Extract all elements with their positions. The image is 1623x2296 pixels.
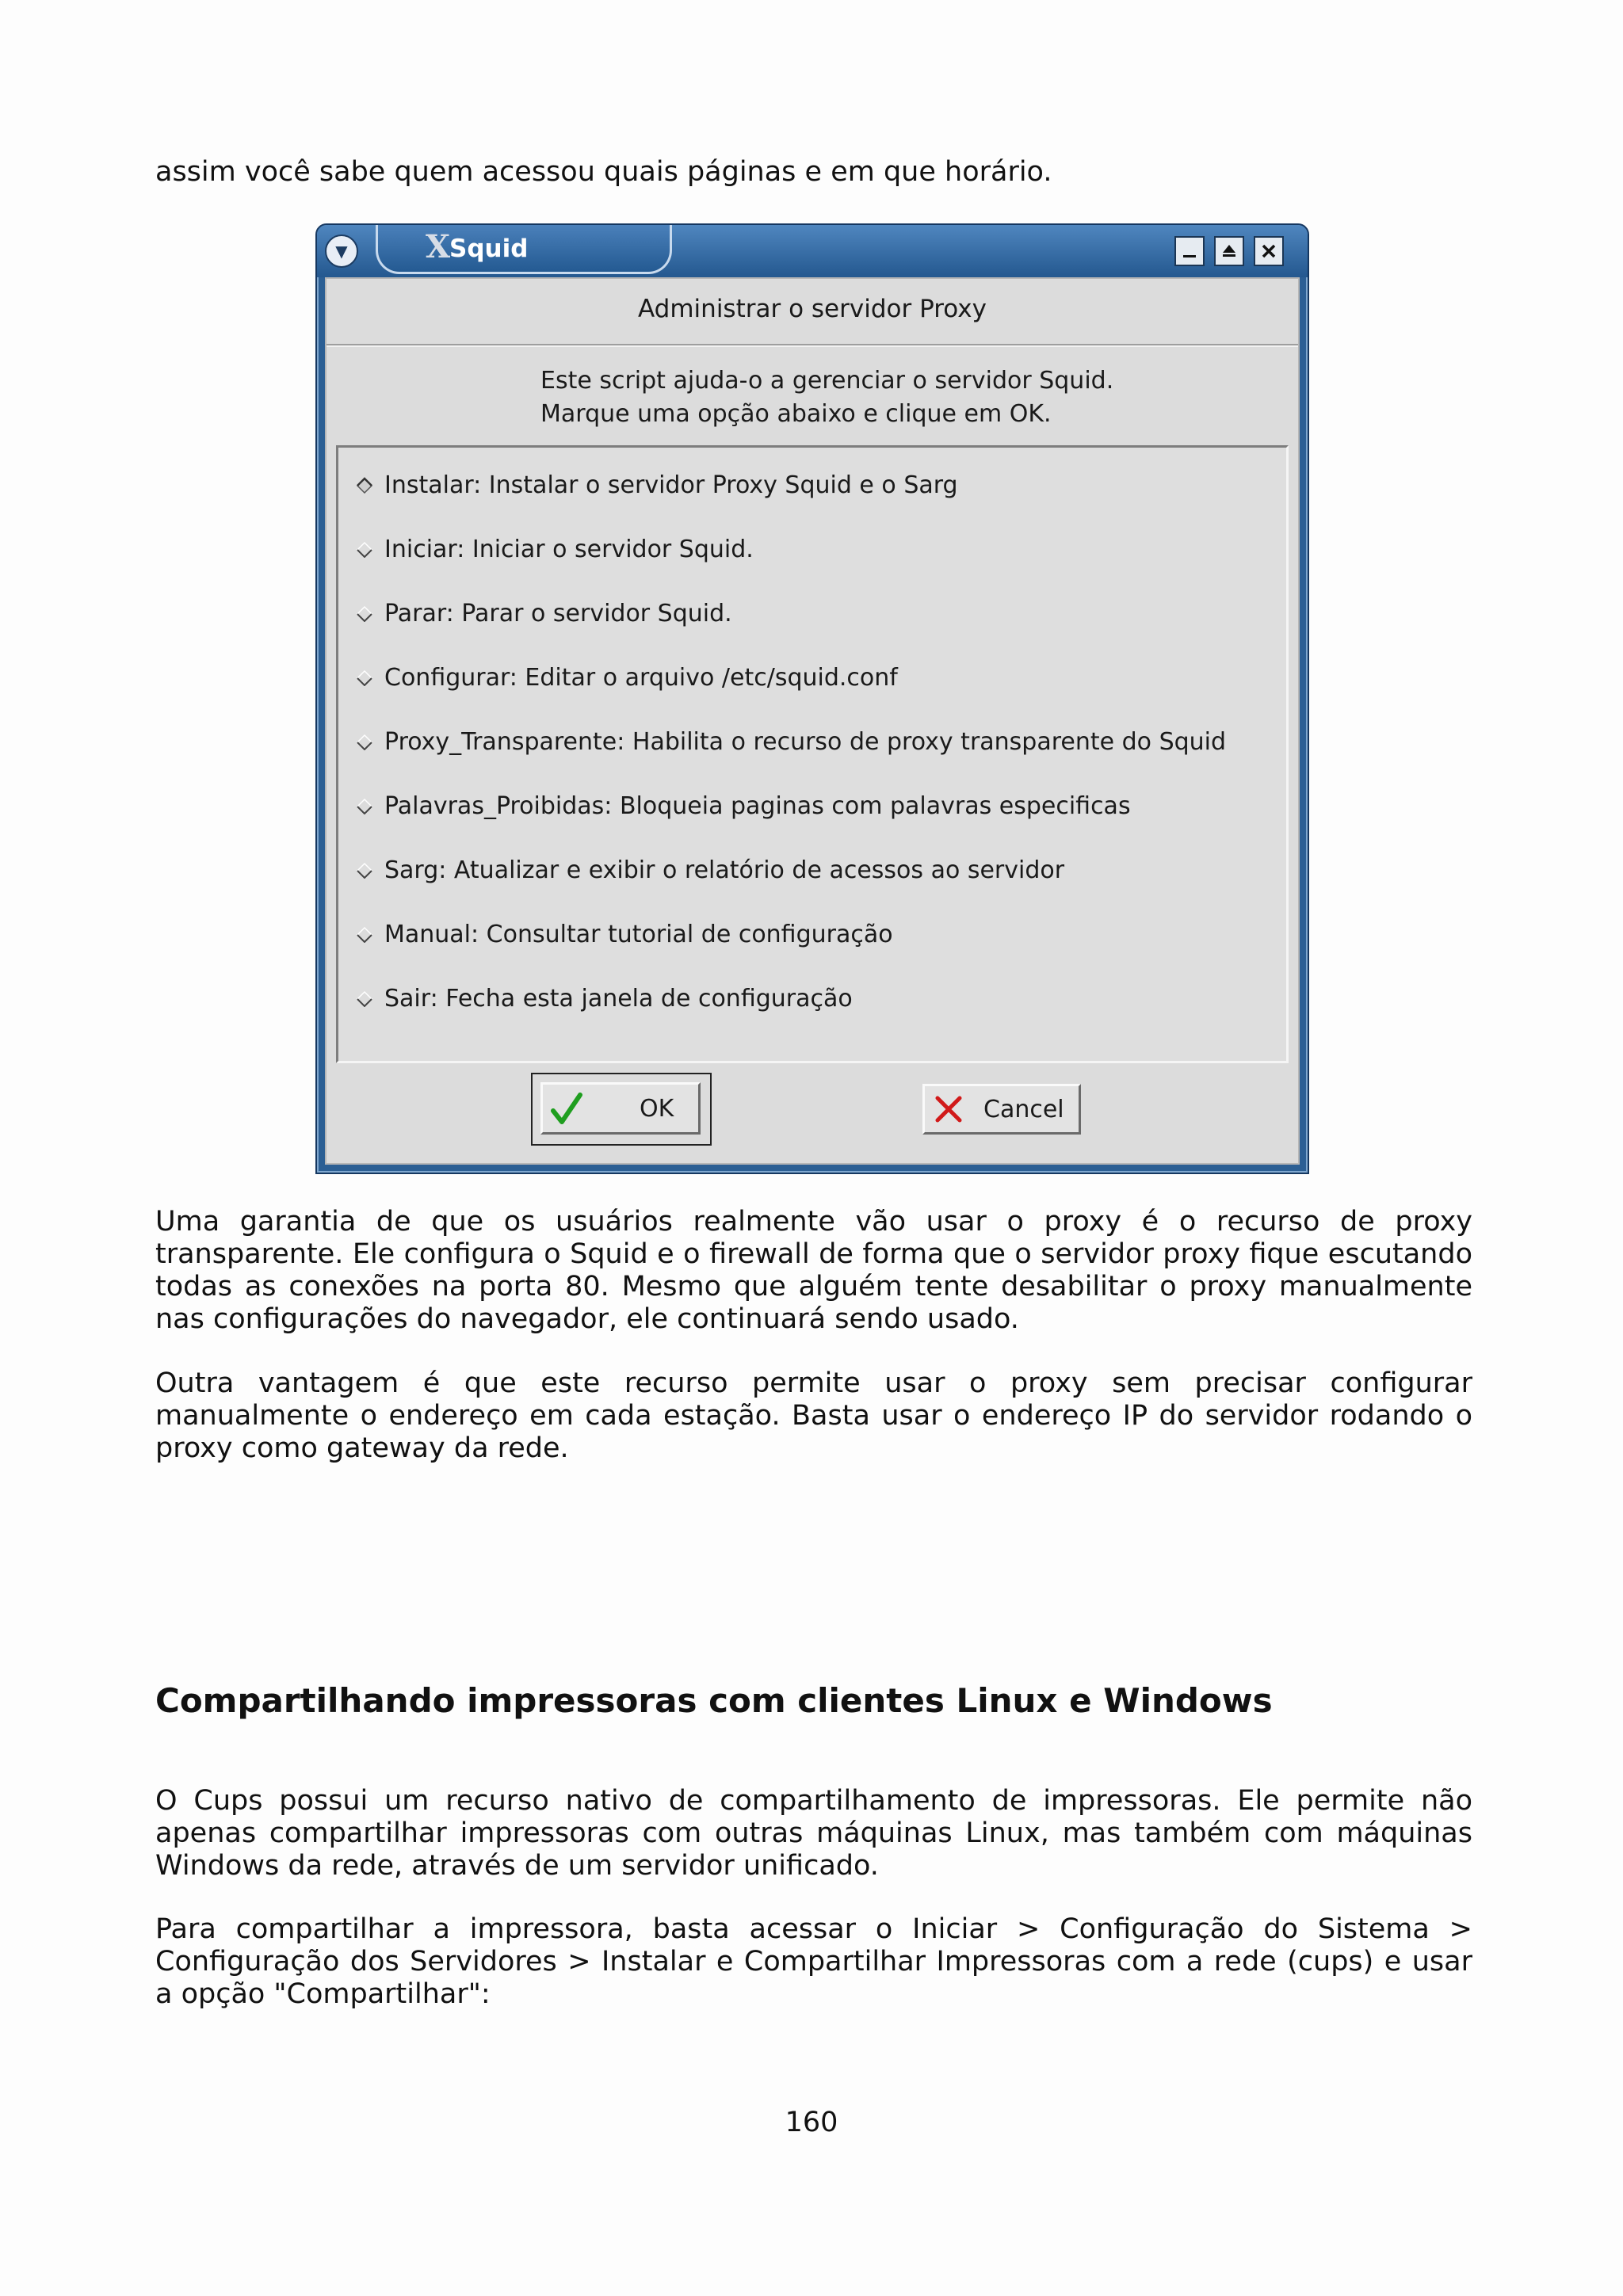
minimize-icon[interactable] [1174, 236, 1205, 266]
dialog-title: Administrar o servidor Proxy [638, 295, 987, 323]
x-logo-icon: X [426, 228, 451, 265]
radio-icon[interactable] [356, 925, 373, 943]
description-line-1: Este script ajuda-o a gerenciar o servidor Squid. [540, 367, 1114, 395]
ok-button[interactable] [540, 1082, 701, 1135]
radio-icon[interactable] [356, 669, 373, 686]
option-label: Iniciar: Iniciar o servidor Squid. [384, 535, 754, 563]
option-label: Sair: Fecha esta janela de configuração [384, 984, 853, 1013]
option-label: Sarg: Atualizar e exibir o relatório de acessos ao servidor [384, 856, 1065, 884]
window-menu-icon[interactable]: ▼ [325, 235, 358, 268]
option-sair[interactable] [356, 978, 853, 1018]
option-label: Configurar: Editar o arquivo /etc/squid.conf [384, 663, 898, 692]
close-icon[interactable] [1254, 236, 1284, 266]
option-proxy-transparente[interactable] [356, 722, 1226, 761]
radio-icon[interactable] [356, 605, 373, 622]
radio-icon[interactable] [356, 797, 373, 814]
option-instalar[interactable] [356, 465, 958, 505]
option-label: Palavras_Proibidas: Bloqueia paginas com palavras especificas [384, 791, 1131, 820]
window-titlebar[interactable] [317, 225, 1308, 277]
dialog-buttons [327, 1073, 1298, 1152]
cancel-label: Cancel [983, 1095, 1064, 1123]
radio-icon[interactable] [356, 540, 373, 558]
cancel-x-icon [925, 1093, 972, 1125]
option-label: Instalar: Instalar o servidor Proxy Squid e o Sarg [384, 471, 958, 499]
paragraph-advantage: Outra vantagem é que este recurso permite usar o proxy sem precisar configurar manualmente o endereço em cada estação. Basta usar o endereço IP do servidor rodando o proxy como gateway da rede. [155, 1367, 1472, 1464]
radio-icon[interactable] [356, 733, 373, 750]
paragraph-cups: O Cups possui um recurso nativo de compartilhamento de impressoras. Ele permite não apenas compartilhar impressoras com outras máquinas Linux, mas também com máquinas Windows da rede, através de um servidor unificado. [155, 1785, 1472, 1882]
paragraph-transparent-proxy: Uma garantia de que os usuários realmente vão usar o proxy é o recurso de proxy transparente. Ele configura o Squid e o firewall de forma que o servidor proxy fique escutando todas as conexões na porta 80. Mesmo que alguém tente desabilitar o proxy manualmente nas configurações do navegador, ele continuará sendo usado. [155, 1206, 1472, 1335]
radio-selected-icon[interactable] [356, 476, 373, 494]
window-title-tab[interactable] [376, 225, 672, 274]
radio-icon[interactable] [356, 990, 373, 1007]
option-manual[interactable] [356, 914, 893, 954]
maximize-icon[interactable] [1214, 236, 1244, 266]
option-label: Proxy_Transparente: Habilita o recurso de proxy transparente do Squid [384, 727, 1227, 756]
options-list[interactable] [336, 445, 1289, 1063]
paragraph-share-steps: Para compartilhar a impressora, basta acessar o Iniciar > Configuração do Sistema > Configuração dos Servidores > Instalar e Compartilhar Impressoras com a rede (cups) e usar a opção "Compartilhar": [155, 1913, 1472, 2010]
check-icon [543, 1090, 590, 1127]
option-configurar[interactable] [356, 658, 898, 697]
radio-icon[interactable] [356, 861, 373, 879]
dialog-body [325, 277, 1300, 1165]
option-label: Parar: Parar o servidor Squid. [384, 599, 732, 627]
cancel-button[interactable] [922, 1084, 1081, 1135]
option-parar[interactable] [356, 593, 732, 633]
separator [327, 344, 1298, 347]
page-number: 160 [785, 2107, 838, 2138]
dialog-description [540, 364, 1113, 431]
section-heading: Compartilhando impressoras com clientes Linux e Windows [155, 1681, 1273, 1720]
option-palavras-proibidas[interactable] [356, 786, 1131, 826]
ok-label: OK [640, 1094, 674, 1123]
option-sarg[interactable] [356, 850, 1064, 890]
squid-window [315, 223, 1309, 1174]
option-iniciar[interactable] [356, 529, 754, 569]
description-line-2: Marque uma opção abaixo e clique em OK. [540, 400, 1052, 428]
intro-text: assim você sabe quem acessou quais páginas e em que horário. [155, 156, 1052, 188]
window-title: Squid [449, 234, 529, 263]
option-label: Manual: Consultar tutorial de configuração [384, 920, 893, 948]
